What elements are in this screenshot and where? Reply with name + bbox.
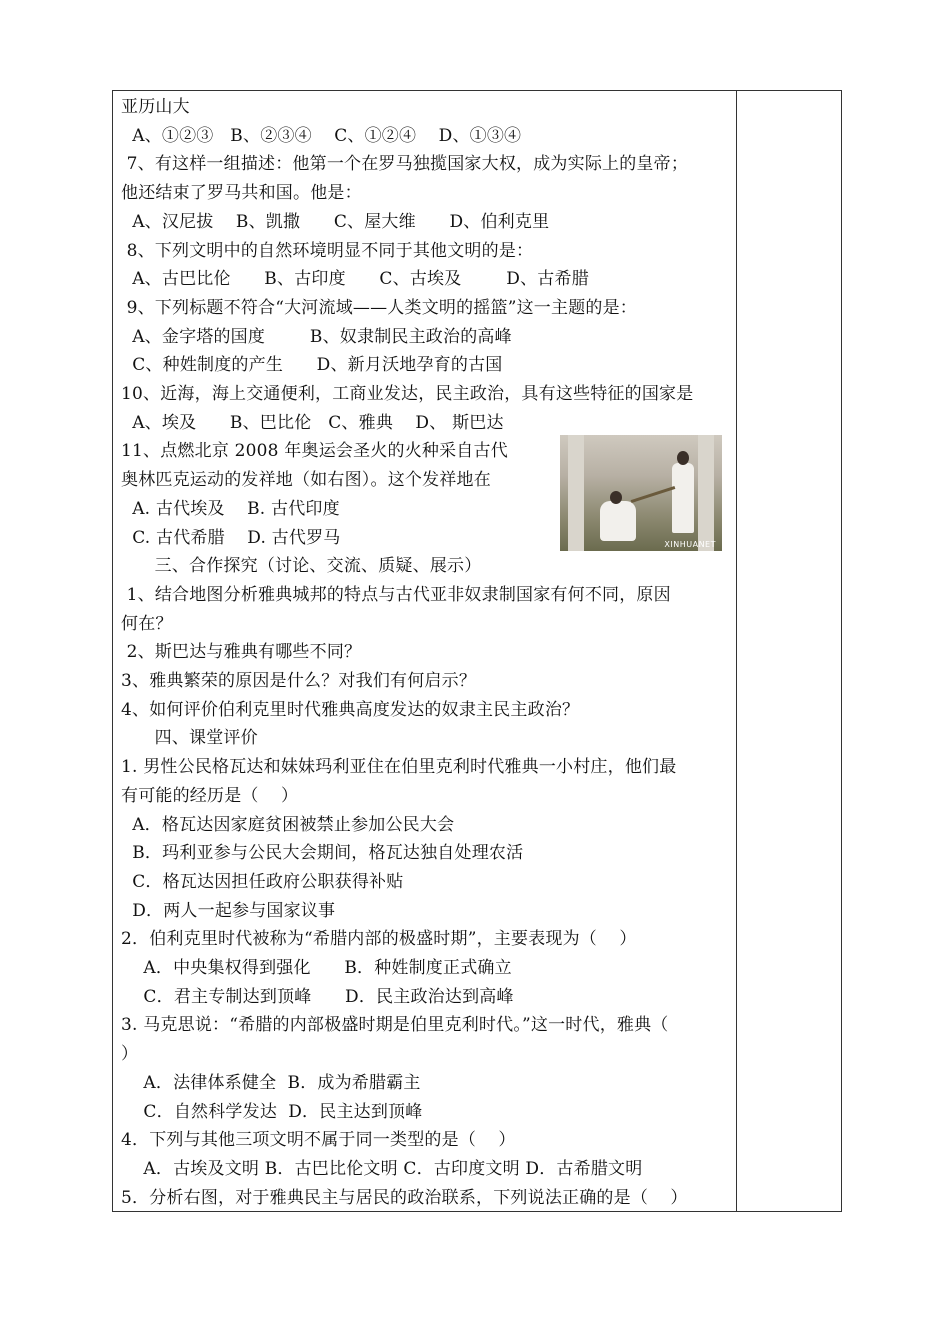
text-line: 有可能的经历是（ ）	[121, 785, 299, 806]
text-line: A、金字塔的国度 B、奴隶制民主政治的高峰	[121, 326, 512, 347]
text-line: 奥林匹克运动的发祥地（如右图）。这个发祥地在	[121, 470, 491, 491]
text-line: 7、有这样一组描述：他第一个在罗马独揽国家大权，成为实际上的皇帝；	[121, 154, 689, 175]
text-line: A、古巴比伦 B、古印度 C、古埃及 D、古希腊	[121, 269, 589, 290]
text-line: 1. 男性公民格瓦达和妹妹玛利亚住在伯里克利时代雅典一小村庄，他们最	[121, 757, 677, 778]
text-line: 1、结合地图分析雅典城邦的特点与古代亚非奴隶制国家有何不同，原因	[121, 584, 671, 605]
text-line: C. 古代希腊 D. 古代罗马	[121, 527, 341, 548]
text-line: 亚历山大	[121, 97, 190, 117]
text-line: ）	[121, 1044, 139, 1065]
photo-head	[610, 491, 622, 504]
text-line: A、汉尼拔 B、凯撒 C、屋大维 D、伯利克里	[121, 211, 550, 232]
text-line: 4．下列与其他三项文明不属于同一类型的是（ ）	[121, 1130, 516, 1151]
photo-watermark: XINHUANET	[664, 540, 716, 549]
photo-torch	[631, 486, 676, 503]
text-line: C．格瓦达因担任政府公职获得补贴	[121, 871, 404, 892]
text-line: 四、课堂评价	[121, 728, 258, 749]
text-line: 何在？	[121, 613, 173, 634]
text-line: 他还结束了罗马共和国。他是：	[121, 183, 362, 204]
text-line: 三、合作探究（讨论、交流、质疑、展示）	[121, 556, 482, 577]
text-line: 5．分析右图，对于雅典民主与居民的政治联系，下列说法正确的是（ ）	[121, 1187, 688, 1208]
text-line: 10、近海，海上交通便利，工商业发达，民主政治，具有这些特征的国家是	[121, 384, 694, 404]
text-line: C．君主专制达到顶峰 D．民主政治达到高峰	[121, 986, 514, 1007]
text-line: 11、点燃北京 2008 年奥运会圣火的火种采自古代	[121, 441, 508, 462]
text-line: A．中央集权得到强化 B．种姓制度正式确立	[121, 958, 512, 978]
text-line: A. 古代埃及 B. 古代印度	[121, 498, 340, 519]
text-line: 2．伯利克里时代被称为“希腊内部的极盛时期”，主要表现为（ ）	[121, 929, 637, 950]
photo-column	[568, 435, 584, 551]
text-line: 9、下列标题不符合“大河流域——人类文明的摇篮”这一主题的是：	[121, 297, 638, 318]
photo-head	[677, 451, 689, 465]
text-line: D．两人一起参与国家议事	[121, 900, 336, 921]
table-column-divider	[736, 90, 737, 1212]
text-line: A．法律体系健全 B．成为希腊霸主	[121, 1072, 421, 1093]
text-line: C．自然科学发达 D．民主达到顶峰	[121, 1101, 423, 1122]
text-line: A．格瓦达因家庭贫困被禁止参加公民大会	[121, 814, 455, 835]
photo-column	[698, 435, 714, 551]
text-line: B．玛利亚参与公民大会期间，格瓦达独自处理农活	[121, 843, 524, 864]
text-line: 3、雅典繁荣的原因是什么？对我们有何启示？	[121, 671, 477, 691]
text-line: C、种姓制度的产生 D、新月沃地孕育的古国	[121, 355, 503, 376]
text-line: A、埃及 B、巴比伦 C、雅典 D、 斯巴达	[121, 412, 504, 433]
photo-priestess-standing	[672, 463, 694, 533]
text-line: 2、斯巴达与雅典有哪些不同？	[121, 642, 362, 663]
text-line: 4、如何评价伯利克里时代雅典高度发达的奴隶主民主政治？	[121, 699, 580, 720]
text-line: 8、下列文明中的自然环境明显不同于其他文明的是：	[121, 240, 534, 261]
text-line: A．古埃及文明 B．古巴比伦文明 C．古印度文明 D．古希腊文明	[121, 1158, 643, 1179]
text-line: A、①②③ B、②③④ C、①②④ D、①③④	[121, 125, 522, 146]
olympic-flame-photo	[560, 435, 722, 551]
photo-priestess-kneeling	[600, 501, 636, 541]
text-line: 3. 马克思说：“希腊的内部极盛时期是伯里克利时代。”这一时代，雅典（	[121, 1015, 669, 1036]
